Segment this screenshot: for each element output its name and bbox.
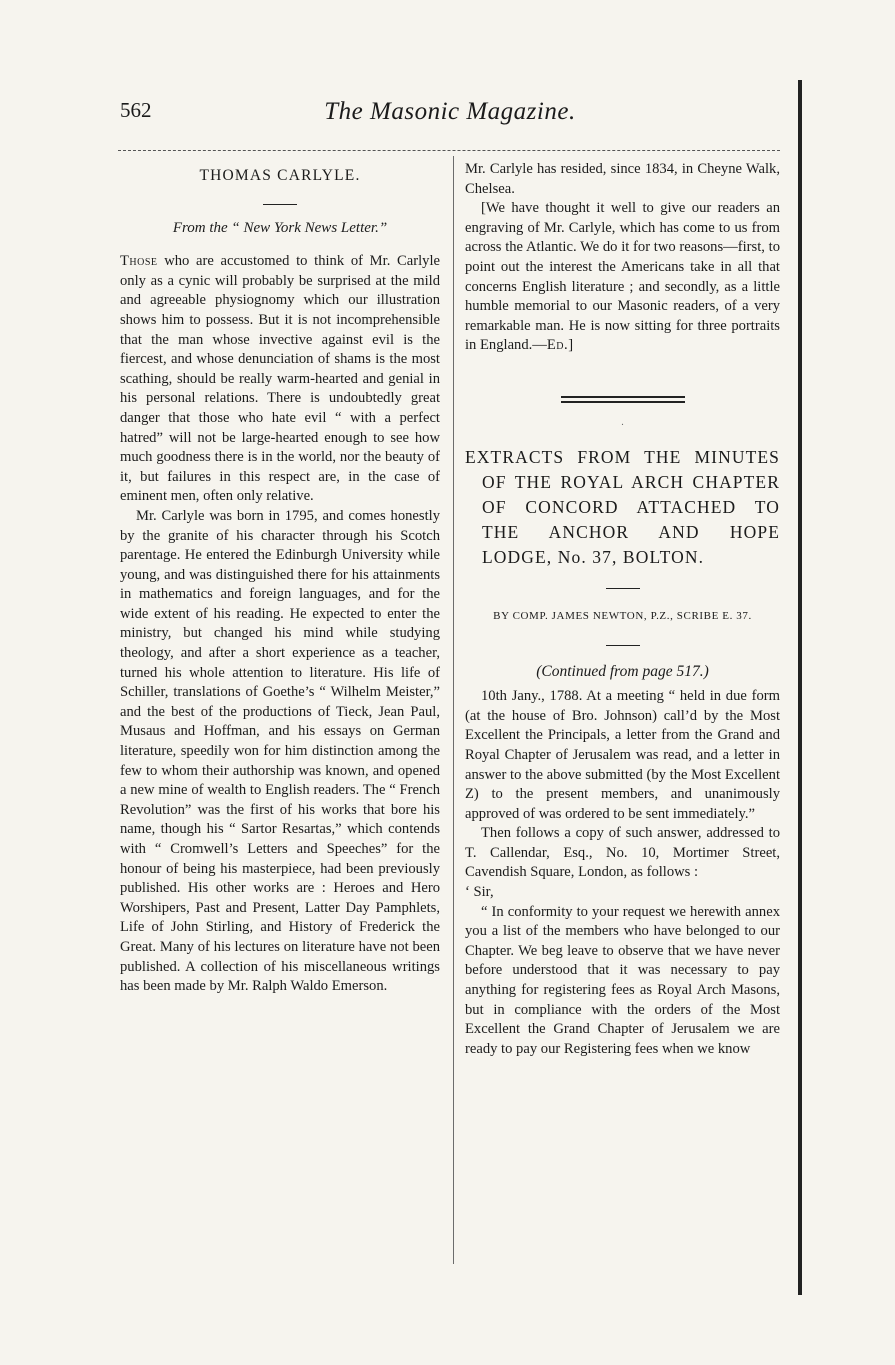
body-paragraph: Mr. Carlyle was born in 1795, and comes honestly by the granite of his character through his Scotch parentage. He entered the Edinburgh University while young, and was distinguished there for his attainments in mathematics and foreign languages, and for the wide extent of his reading. He expected to enter the ministry, but changed his mind while studying theology, and after a short experience as a teacher, turned his whole attention to literature. His life of Schiller, translations of Goethe’s “ Wilhelm Meister,” and the best of the productions of Tieck, Jean Paul, Musaus and Hoffman, and his essays on German literature, speedily won for him distinction among the few to whom their authorship was known, and opened a new mine of wealth to English readers. The “ French Revolution” was the first of his works that bore his name, though his “ Sartor Resartas,” which contends with “ Cromwell’s Letters and Speeches” for the honour of being his masterpiece, had been previously published. His other works are : Heroes and Hero Worshipers, Past and Present, Latter Day Pamphlets, Life of John Stirling, and History of Frederick the Great. Many of his lectures on literature have not been published. A collection of his miscellaneous writings has been made by Mr. Ralph Waldo Emerson.: [120, 507, 440, 995]
editor-note-text: [We have thought it well to give our readers an engraving of Mr. Carlyle, which has come to us from across the Atlantic. We do it for two reasons—first, to point out the interest the Americans take in all that concerns English literature ; and secondly, as a little humble memorial to our Masonic readers, of a very remarkable man. He is now sitting for three portraits in England.—: [465, 200, 780, 354]
editor-signature: Ed.: [546, 337, 569, 354]
divider-dot: .: [621, 416, 624, 428]
margin-bar: [798, 80, 802, 1295]
body-paragraph: [120, 252, 440, 507]
divider-line: [561, 396, 685, 398]
divider-line: [561, 401, 685, 403]
lead-word: Those: [120, 253, 158, 270]
body-paragraph: 10th Jany., 1788. At a meeting “ held in due form (at the house of Bro. Johnson) call’d by the Most Excellent the Principals, a letter from the Grand and Royal Chapter of Jerusalem was read, and a letter in answer to the above submitted (by the Most Excellent Z) to the present members, and unanimously approved of was ordered to be sent immediately.”: [465, 688, 780, 822]
column-divider: [453, 156, 454, 1264]
paragraph-text: who are accustomed to think of Mr. Carlyle only as a cynic will probably be surprised at the mild and agreeable physiognomy which our illustration shows him to possess. But it is not incomprehensible that the man whose invective against evil is the fiercest, and whose denunciation of shams is the most scathing, should be really warm-hearted and genial in his personal relations. There is undoubtedly great danger that those who hate evil “ with a perfect hatred” will not be large-hearted enough to see how much goodness there is in the world, nor the beauty of it, but failures in this respect are, in the case of eminent men, often only relative.: [120, 253, 440, 505]
body-paragraph: Then follows a copy of such answer, addressed to T. Callendar, Esq., No. 10, Mortimer Street, Cavendish Square, London, as follows :: [465, 825, 780, 881]
editor-note-close: ]: [568, 337, 574, 354]
left-column: [120, 162, 440, 997]
article-source: From the “ New York News Letter.”: [172, 219, 388, 236]
page-number: 562: [120, 98, 152, 122]
section-divider: [561, 396, 685, 403]
title-rule: [263, 204, 297, 205]
byline: BY COMP. JAMES NEWTON, P.Z., SCRIBE E. 37.: [493, 609, 752, 622]
title-rule: [606, 588, 640, 589]
byline-rule: [606, 645, 640, 646]
continued-note: (Continued from page 517.): [536, 662, 709, 680]
article-title: THOMAS CARLYLE.: [199, 167, 361, 184]
right-column: [465, 160, 780, 1059]
carry-over-paragraph: Mr. Carlyle has resided, since 1834, in Cheyne Walk, Chelsea.: [465, 161, 780, 197]
header-rule: [118, 150, 780, 151]
extract-title: EXTRACTS FROM THE MINUTES OF THE ROYAL ARCH CHAPTER OF CONCORD ATTACHED TO THE ANCHOR AND HOPE LODGE, No. 37, BOLTON.: [465, 446, 780, 567]
page-header: [120, 98, 780, 132]
editor-note: [465, 199, 780, 356]
salutation: ‘ Sir,: [465, 884, 494, 901]
body-paragraph: “ In conformity to your request we herewith annex you a list of the members who have belonged to our Chapter. We beg leave to observe that we have never before understood that it was necessary to pay anything for registering fees as Royal Arch Masons, but in compliance with the orders of the Most Excellent the Grand Chapter of Jerusalem we are ready to pay our Registering fees when we know: [465, 903, 780, 1057]
running-title: The Masonic Magazine.: [324, 98, 576, 125]
